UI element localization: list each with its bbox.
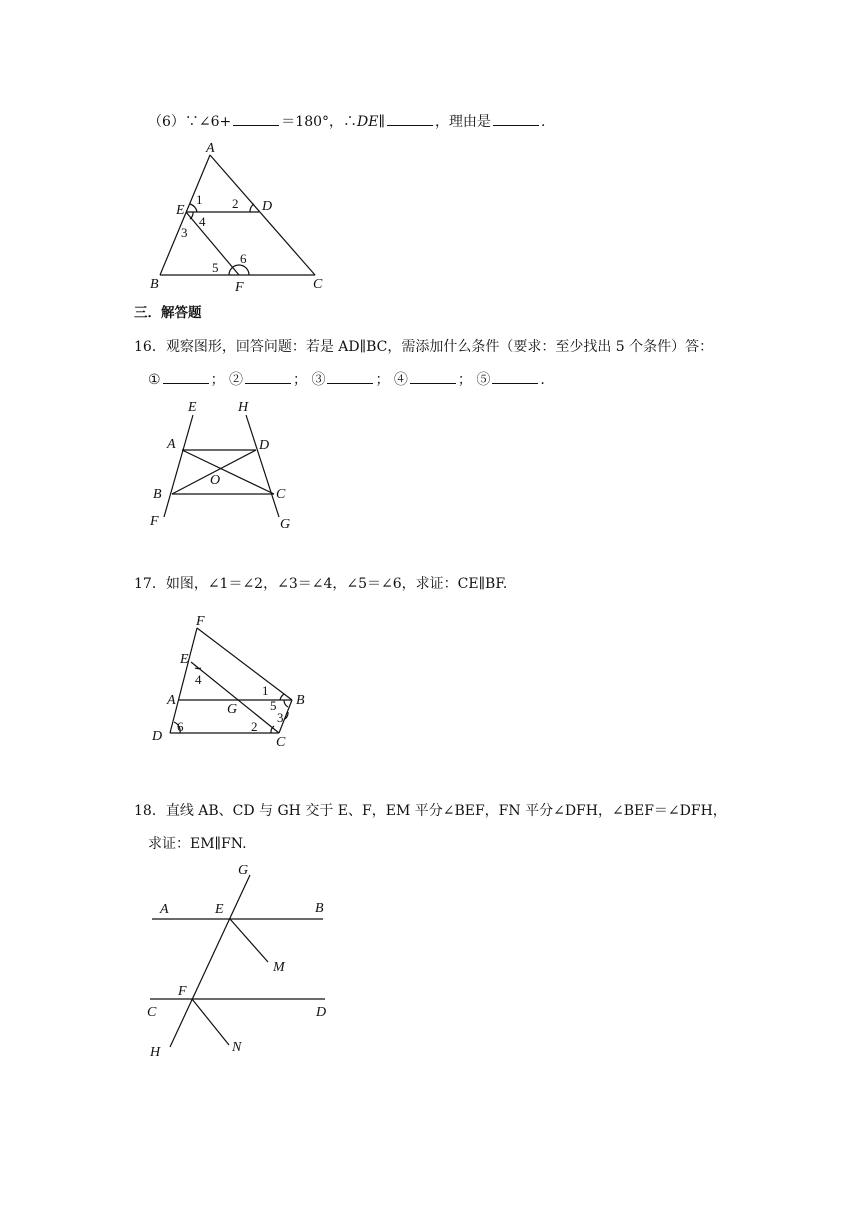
fig1-label-a: A — [206, 141, 215, 156]
fig2-label-g: G — [280, 517, 291, 532]
fig1-label-f: F — [235, 280, 244, 295]
fig3-angle-6: 6 — [177, 719, 184, 734]
fig4-label-f: F — [178, 984, 187, 999]
fig2-label-d: D — [259, 438, 270, 453]
fig1-angle-2: 2 — [232, 196, 239, 211]
q15-prefix: （6）∵∠6+ — [148, 114, 232, 130]
fig1-angle-5: 5 — [212, 260, 219, 275]
q17-text: 17．如图，∠1＝∠2，∠3＝∠4，∠5＝∠6，求证：CE∥BF. — [134, 576, 508, 592]
fig3-angle-2: 2 — [251, 719, 258, 734]
fig3-label-a: A — [167, 693, 176, 708]
fig2-label-o: O — [210, 473, 221, 488]
fig2-label-f: F — [150, 514, 159, 529]
answer-label-5: ⑤ — [476, 372, 491, 388]
fig3-angle-5: 5 — [270, 698, 277, 713]
q15-end: . — [540, 114, 546, 130]
answer-blank[interactable] — [493, 113, 539, 126]
fig1-angle-6: 6 — [240, 251, 247, 266]
fig2-label-c: C — [276, 487, 286, 502]
answer-label-3: ③ — [311, 372, 326, 388]
section-title: 三．解答题 — [134, 305, 202, 321]
answer-blank[interactable] — [410, 371, 456, 384]
fig3-label-g: G — [227, 702, 238, 717]
fig3-angle-3: 3 — [277, 710, 284, 725]
answer-label-2: ② — [229, 372, 244, 388]
fig3-label-f: F — [196, 614, 205, 629]
separator: ； — [457, 372, 472, 388]
separator: ； — [210, 372, 225, 388]
fig2-label-b: B — [153, 487, 162, 502]
q15-line — [148, 112, 545, 132]
period: . — [540, 372, 545, 388]
fig4-label-m: M — [273, 960, 285, 975]
q18-line1: 18．直线 AB、CD 与 GH 交于 E、F，EM 平分∠BEF，FN 平分∠DFH，∠BEF＝∠DFH， — [134, 803, 727, 819]
q18-line2: 求证：EM∥FN. — [148, 836, 247, 852]
q15-mid1: ＝180°，∴ — [281, 114, 358, 130]
fig1-angle-4: 4 — [199, 214, 206, 229]
fig2-label-e: E — [188, 400, 197, 415]
fig4-label-e: E — [215, 902, 224, 917]
fig3-label-e: E — [180, 652, 189, 667]
fig1-lines — [160, 155, 315, 275]
fig4-label-h: H — [150, 1045, 161, 1060]
fig4-label-d: D — [316, 1005, 327, 1020]
fig2-label-h: H — [238, 400, 249, 415]
fig1-angle-1: 1 — [196, 192, 203, 207]
fig1-label-d: D — [262, 199, 273, 214]
fig1-angle-3: 3 — [181, 225, 188, 240]
answer-blank[interactable] — [492, 371, 538, 384]
answer-blank[interactable] — [163, 371, 209, 384]
separator: ； — [293, 372, 308, 388]
fig4-label-c: C — [147, 1005, 157, 1020]
q15-mid2: ，理由是 — [434, 114, 491, 130]
answer-label-4: ④ — [393, 372, 408, 388]
answer-blank[interactable] — [387, 113, 433, 126]
q15-parallel: ∥ — [378, 114, 385, 130]
q16-text: 16．观察图形，回答问题：若是 AD∥BC，需添加什么条件（要求：至少找出 5 个条件）答： — [134, 339, 714, 355]
fig1-label-e: E — [176, 203, 185, 218]
q16-answers — [148, 370, 545, 390]
fig4-label-n: N — [232, 1040, 242, 1055]
fig3-angle-1: 1 — [262, 683, 269, 698]
fig2-label-a: A — [167, 437, 176, 452]
q15-de: DE — [357, 114, 379, 130]
fig1-label-c: C — [313, 277, 323, 292]
answer-blank[interactable] — [233, 113, 279, 126]
fig1-label-b: B — [150, 277, 159, 292]
separator: ； — [375, 372, 390, 388]
fig3-label-d: D — [152, 729, 163, 744]
fig3-label-b: B — [296, 693, 305, 708]
fig4-label-a: A — [160, 902, 169, 917]
fig3-label-c: C — [276, 735, 286, 750]
fig4-label-b: B — [315, 901, 324, 916]
answer-blank[interactable] — [327, 371, 373, 384]
fig3-angle-4: 4 — [195, 672, 202, 687]
fig4-label-g: G — [238, 863, 249, 878]
answer-label-1: ① — [148, 372, 161, 388]
answer-blank[interactable] — [245, 371, 291, 384]
